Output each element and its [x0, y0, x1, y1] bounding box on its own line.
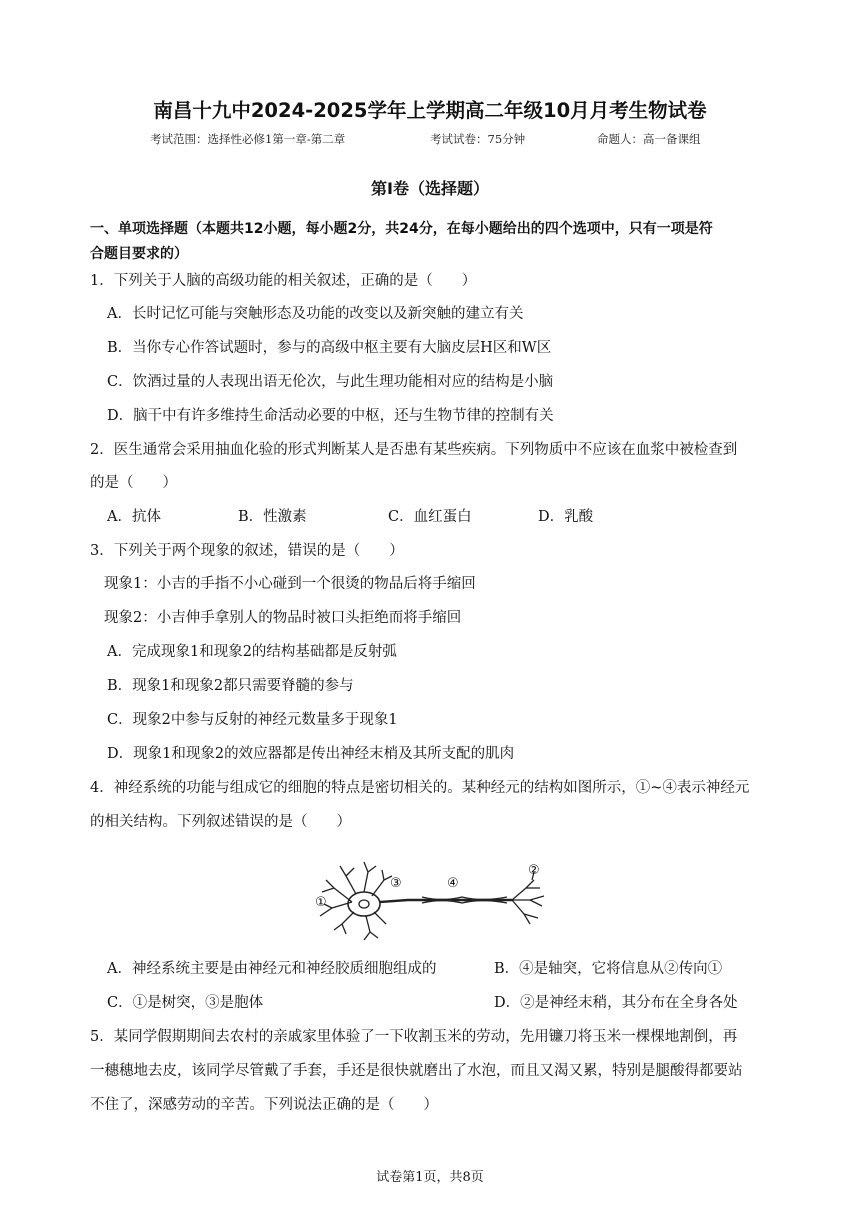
exam-author: 命题人：高一备课组 — [597, 132, 701, 146]
page-footer: 试卷第1页，共8页 — [376, 1170, 484, 1185]
question-3-phenomenon-1: 现象1：小吉的手指不小心碰到一个很烫的物品后将手缩回 — [104, 576, 476, 592]
question-4-option-b: B．④是轴突，它将信息从②传向① — [494, 961, 723, 977]
exam-scope: 考试范围：选择性必修1第一章-第二章 — [150, 132, 346, 146]
figure-label-2: ② — [528, 863, 540, 878]
question-1-option-d: D．脑干中有许多维持生命活动必要的中枢，还与生物节律的控制有关 — [107, 408, 554, 424]
question-3-option-b: B．现象1和现象2都只需要脊髓的参与 — [107, 678, 354, 694]
question-1-option-a: A．长时记忆可能与突触形态及功能的改变以及新突触的建立有关 — [107, 306, 524, 322]
question-1-option-b: B．当你专心作答试题时，参与的高级中枢主要有大脑皮层H区和W区 — [107, 340, 552, 356]
question-3-option-a: A．完成现象1和现象2的结构基础都是反射弧 — [107, 644, 397, 660]
question-4-option-c: C．①是树突，③是胞体 — [107, 995, 264, 1011]
question-5-stem-line2: 一穗穗地去皮，该同学尽管戴了手套，手还是很快就磨出了水泡，而且又渴又累，特别是腿酸得都要站 — [90, 1063, 743, 1079]
question-4-stem-line1: 4．神经系统的功能与组成它的细胞的特点是密切相关的。某种经元的结构如图所示，①~④表示神经元 — [90, 780, 750, 796]
question-5-stem-line3: 不住了，深感劳动的辛苦。下列说法正确的是（ ） — [90, 1097, 438, 1113]
figure-label-4: ④ — [447, 876, 459, 891]
question-2-stem-line2: 的是（ ） — [90, 475, 177, 491]
question-2-option-d: D．乳酸 — [538, 509, 594, 525]
neuron-diagram — [312, 858, 552, 942]
question-1-option-c: C．饮酒过量的人表现出语无伦次，与此生理功能相对应的结构是小脑 — [107, 374, 554, 390]
question-3-option-c: C．现象2中参与反射的神经元数量多于现象1 — [107, 712, 398, 728]
question-2-option-a: A．抗体 — [107, 509, 161, 525]
section-title: 第Ⅰ卷（选择题） — [371, 179, 489, 198]
question-4-stem-line2: 的相关结构。下列叙述错误的是（ ） — [90, 814, 351, 830]
neuron-axon-terminals — [512, 872, 544, 924]
figure-label-3: ③ — [390, 876, 402, 891]
question-4-option-a: A．神经系统主要是由神经元和神经胶质细胞组成的 — [107, 961, 437, 977]
question-2-option-c: C．血红蛋白 — [388, 509, 472, 525]
question-3-stem: 3．下列关于两个现象的叙述，错误的是（ ） — [90, 543, 404, 559]
question-3-option-d: D．现象1和现象2的效应器都是传出神经末梢及其所支配的肌肉 — [107, 746, 515, 762]
question-5-stem-line1: 5．某同学假期期间去农村的亲戚家里体验了一下收割玉米的劳动，先用镰刀将玉米一棵棵地割倒，再 — [90, 1029, 738, 1045]
figure-label-1: ① — [315, 895, 327, 910]
section-instructions-line1: 一、单项选择题（本题共12小题，每小题2分，共24分，在每小题给出的四个选项中，只有一项是符 — [90, 221, 713, 237]
question-2-stem-line1: 2．医生通常会采用抽血化验的形式判断某人是否患有某些疾病。下列物质中不应该在血浆中被检查到 — [90, 442, 738, 458]
question-2-option-b: B．性激素 — [238, 509, 307, 525]
neuron-cell-body — [348, 892, 380, 916]
question-1-stem: 1．下列关于人脑的高级功能的相关叙述，正确的是（ ） — [90, 273, 477, 289]
neuron-nucleus — [359, 900, 369, 908]
exam-duration: 考试试卷：75分钟 — [430, 132, 526, 146]
section-instructions-line2: 合题目要求的） — [90, 246, 188, 262]
question-3-phenomenon-2: 现象2：小吉伸手拿别人的物品时被口头拒绝而将手缩回 — [104, 610, 462, 626]
exam-title: 南昌十九中2024-2025学年上学期高二年级10月月考生物试卷 — [153, 99, 707, 122]
question-4-option-d: D．②是神经末稍，其分布在全身各处 — [494, 995, 738, 1011]
